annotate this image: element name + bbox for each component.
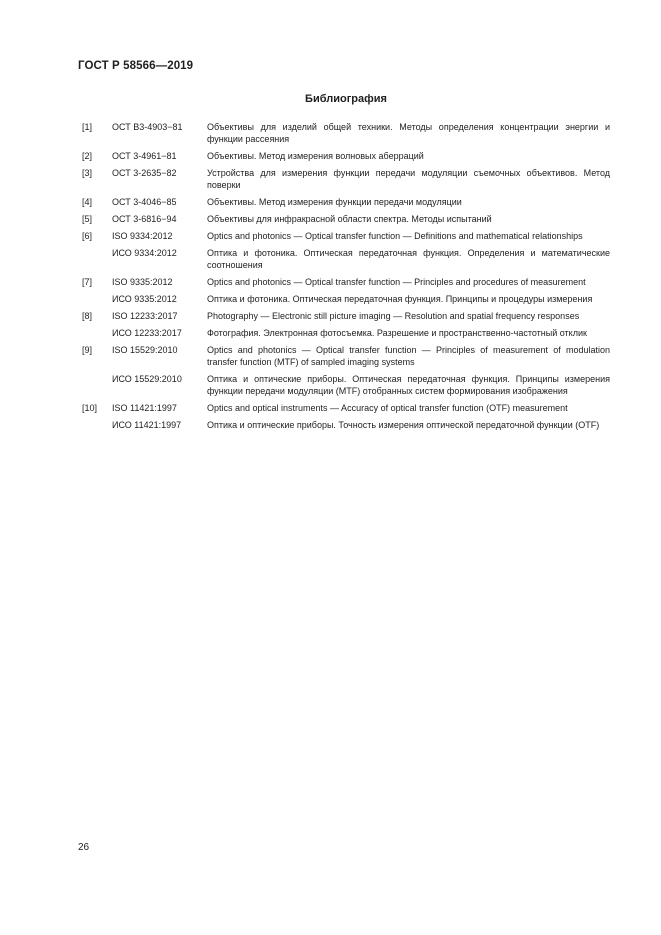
entry-number: [3] [82,168,93,178]
entry-number: [1] [82,122,93,132]
bibliography-entry [78,167,610,191]
entry-code: ИСО 11421:1997 [112,420,182,430]
document-header: ГОСТ Р 58566—2019 [78,60,194,72]
bibliography-entry [78,276,610,288]
bibliography-list [78,121,610,436]
entry-title: Объективы для изделий общей техники. Методы определения концентрации энергии и функции рассеяния [207,122,610,144]
bibliography-entry [78,310,610,322]
entry-title: Optics and photonics — Optical transfer function — Principles of measurement of modulation transfer function (MTF) of sampled imaging systems [207,345,610,367]
bibliography-entry [78,327,610,339]
entry-title: Устройства для измерения функции передачи модуляции съемочных объективов. Метод поверки [207,168,610,190]
entry-code: ИСО 9335:2012 [112,294,177,304]
entry-number: [10] [82,403,98,413]
entry-number: [9] [82,345,93,355]
entry-title: Фотография. Электронная фотосъемка. Разрешение и пространственно-частотный отклик [207,328,587,338]
bibliography-entry [78,247,610,271]
entry-code: ISO 9335:2012 [112,277,173,287]
entry-title: Объективы. Метод измерения функции передачи модуляции [207,197,462,207]
bibliography-entry [78,419,610,431]
entry-code: ISO 9334:2012 [112,231,173,241]
bibliography-entry [78,150,610,162]
entry-title: Объективы. Метод измерения волновых аберраций [207,151,424,161]
entry-title: Объективы для инфракрасной области спектра. Методы испытаний [207,214,492,224]
entry-code: ИСО 15529:2010 [112,374,182,384]
entry-code: ОСТ 3-4046−85 [112,197,177,207]
bibliography-entry [78,373,610,397]
entry-code: ОСТ 3-2635−82 [112,168,177,178]
entry-code: ISO 11421:1997 [112,403,177,413]
entry-title: Оптика и оптические приборы. Оптическая передаточная функция. Принципы измерения функции передачи модуляции (MTF) отобранных систем формирования изображения [207,374,610,396]
entry-title: Оптика и фотоника. Оптическая передаточная функция. Определения и математические соотношения [207,248,610,270]
bibliography-entry [78,230,610,242]
bibliography-entry [78,293,610,305]
entry-code: ISO 12233:2017 [112,311,178,321]
entry-number: [4] [82,197,93,207]
bibliography-entry [78,121,610,145]
entry-code: ОСТ В3-4903−81 [112,122,183,132]
entry-code: ОСТ 3-4961−81 [112,151,177,161]
page-number: 26 [78,842,90,853]
entry-title: Оптика и фотоника. Оптическая передаточная функция. Принципы и процедуры измерения [207,294,593,304]
entry-title: Optics and photonics — Optical transfer function — Principles and procedures of measurement [207,277,586,287]
entry-title: Optics and optical instruments — Accuracy of optical transfer function (OTF) measurement [207,403,568,413]
entry-title: Photography — Electronic still picture imaging — Resolution and spatial frequency responses [207,311,580,321]
entry-title: Optics and photonics — Optical transfer function — Definitions and mathematical relationships [207,231,583,241]
entry-code: ИСО 12233:2017 [112,328,182,338]
entry-number: [7] [82,277,93,287]
entry-number: [6] [82,231,93,241]
entry-code: ISO 15529:2010 [112,345,178,355]
entry-number: [2] [82,151,93,161]
entry-number: [8] [82,311,93,321]
bibliography-entry [78,213,610,225]
bibliography-entry [78,196,610,208]
entry-code: ОСТ 3-6816−94 [112,214,177,224]
bibliography-entry [78,344,610,368]
entry-number: [5] [82,214,93,224]
entry-title: Оптика и оптические приборы. Точность измерения оптической передаточной функции (OTF) [207,420,600,430]
section-title: Библиография [305,93,387,105]
entry-code: ИСО 9334:2012 [112,248,177,258]
bibliography-entry [78,402,610,414]
